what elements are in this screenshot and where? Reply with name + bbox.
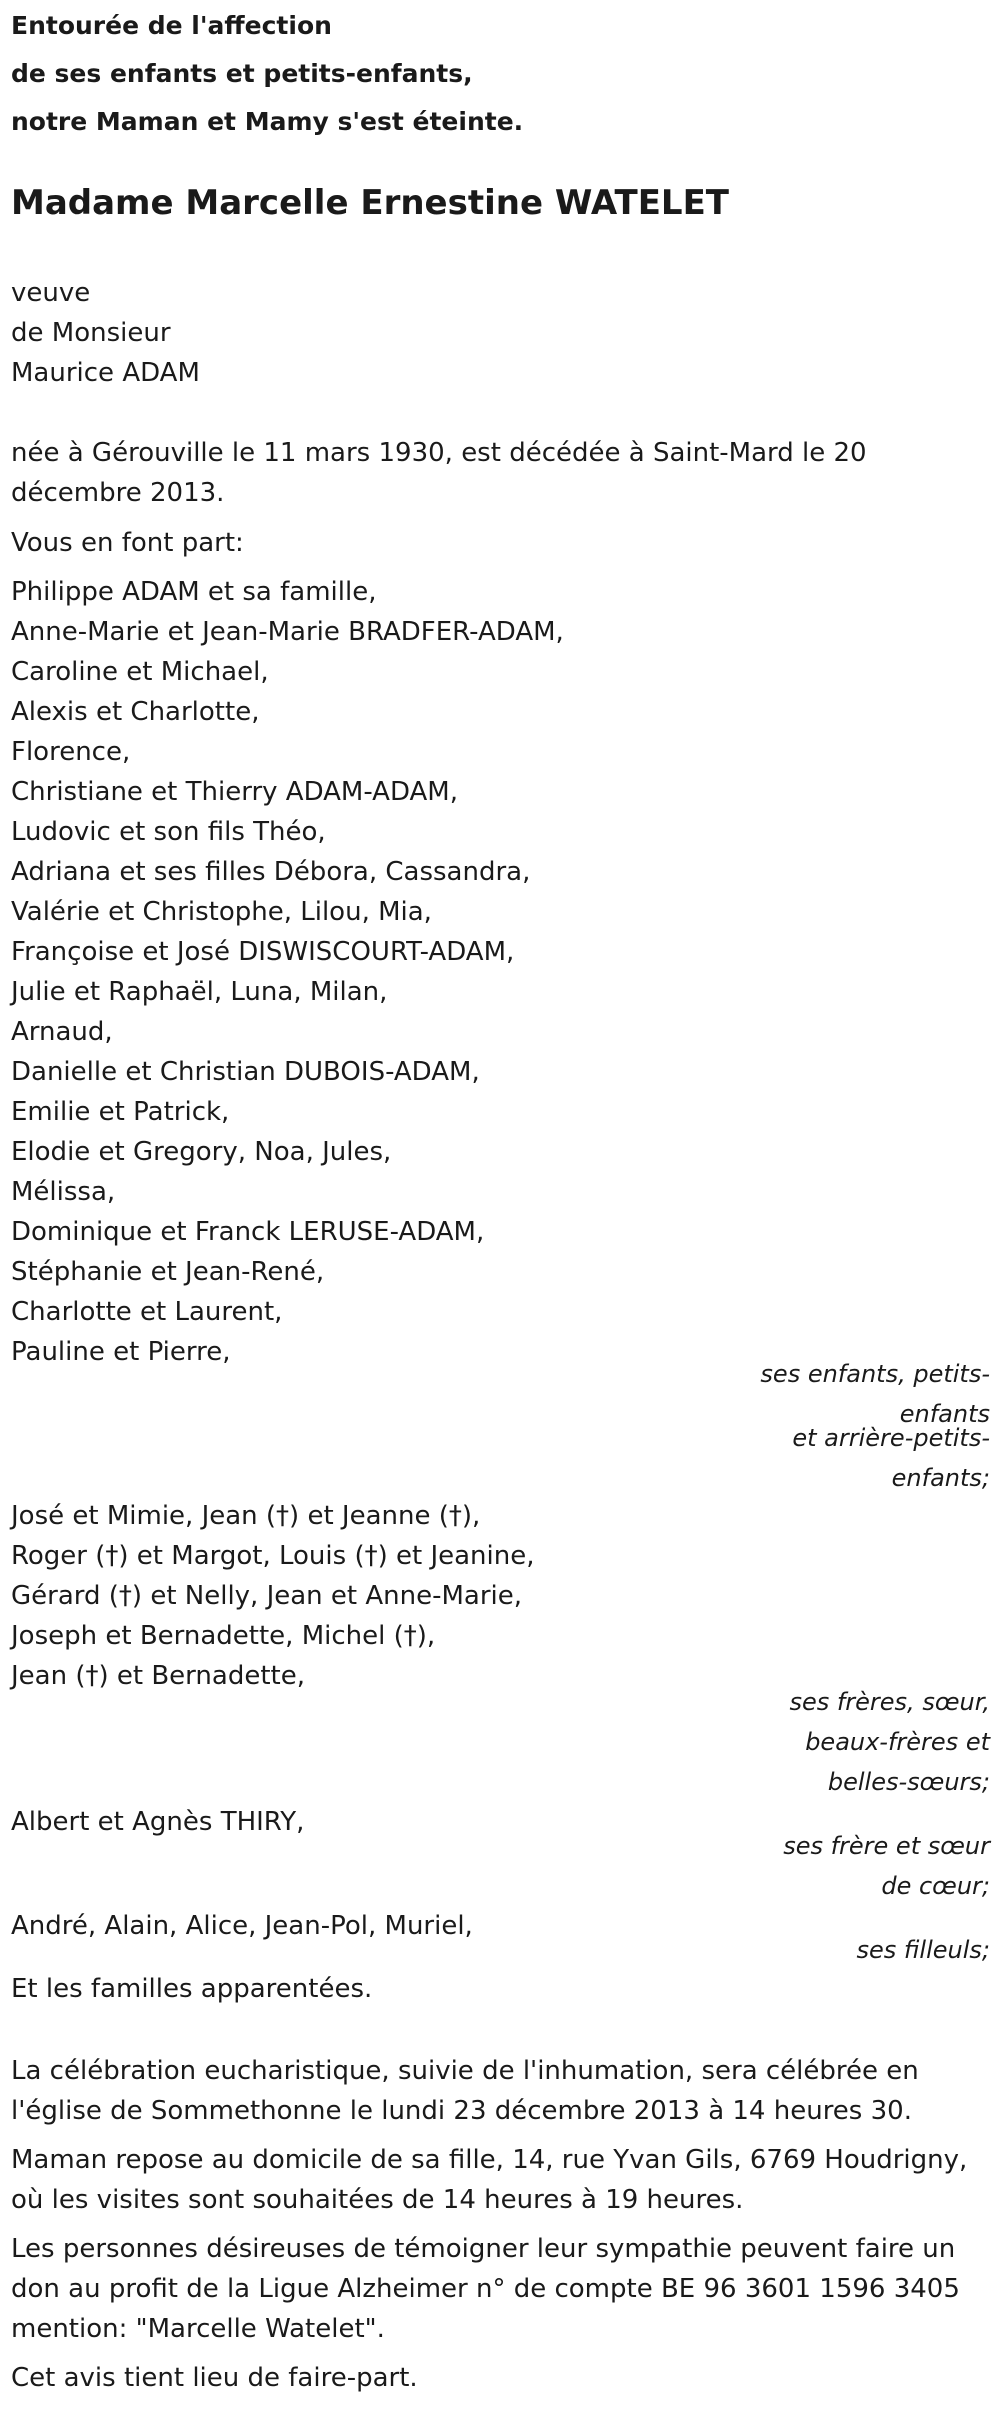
closing-line: Cet avis tient lieu de faire-part. <box>11 2363 418 2393</box>
family-member-line: Valérie et Christophe, Lilou, Mia, <box>11 897 432 927</box>
spouse-line: Maurice ADAM <box>11 358 200 388</box>
godchildren-line: André, Alain, Alice, Jean-Pol, Muriel, <box>11 1911 473 1941</box>
deceased-name: Madame Marcelle Ernestine WATELET <box>11 183 730 223</box>
family-member-line: Dominique et Franck LERUSE-ADAM, <box>11 1217 485 1247</box>
birth-death-line: née à Gérouville le 11 mars 1930, est décédée à Saint-Mard le 20 <box>11 438 867 468</box>
intro-line: de ses enfants et petits-enfants, <box>11 59 473 88</box>
family-member-line: Ludovic et son fils Théo, <box>11 817 326 847</box>
relation-label: beaux-frères et <box>805 1728 990 1756</box>
relation-label: ses frère et sœur <box>783 1832 990 1860</box>
family-member-line: Philippe ADAM et sa famille, <box>11 577 377 607</box>
family-member-line: Emilie et Patrick, <box>11 1097 230 1127</box>
announce-line: Vous en font part: <box>11 528 244 558</box>
family-member-line: Alexis et Charlotte, <box>11 697 260 727</box>
intro-line: Entourée de l'affection <box>11 11 332 40</box>
relation-label: ses enfants, petits- <box>760 1360 990 1388</box>
family-member-line: Julie et Raphaël, Luna, Milan, <box>11 977 388 1007</box>
relation-label: belles-sœurs; <box>827 1768 990 1796</box>
family-member-line: Danielle et Christian DUBOIS-ADAM, <box>11 1057 480 1087</box>
relation-label: et arrière-petits- <box>792 1424 990 1452</box>
birth-death-line: décembre 2013. <box>11 478 225 508</box>
relation-label: enfants; <box>891 1464 990 1492</box>
family-member-line: Christiane et Thierry ADAM-ADAM, <box>11 777 459 807</box>
visits-line: où les visites sont souhaitées de 14 heures à 19 heures. <box>11 2185 744 2215</box>
visits-line: Maman repose au domicile de sa fille, 14, rue Yvan Gils, 6769 Houdrigny, <box>11 2145 968 2175</box>
heart-sibling-line: Albert et Agnès THIRY, <box>11 1807 305 1837</box>
family-member-line: Pauline et Pierre, <box>11 1337 231 1367</box>
family-member-line: Charlotte et Laurent, <box>11 1297 283 1327</box>
family-member-line: Caroline et Michael, <box>11 657 269 687</box>
relation-label: ses filleuls; <box>856 1936 990 1964</box>
relation-label: de cœur; <box>881 1872 990 1900</box>
donation-line: don au profit de la Ligue Alzheimer n° de compte BE 96 3601 1596 3405 <box>11 2274 960 2304</box>
spouse-line: de Monsieur <box>11 318 171 348</box>
spouse-line: veuve <box>11 278 91 308</box>
family-member-line: Anne-Marie et Jean-Marie BRADFER-ADAM, <box>11 617 564 647</box>
sibling-line: Jean (†) et Bernadette, <box>11 1661 305 1691</box>
relation-label: ses frères, sœur, <box>789 1688 990 1716</box>
sibling-line: Roger (†) et Margot, Louis (†) et Jeanine, <box>11 1541 535 1571</box>
family-member-line: Elodie et Gregory, Noa, Jules, <box>11 1137 392 1167</box>
donation-line: mention: "Marcelle Watelet". <box>11 2314 385 2344</box>
sibling-line: Gérard (†) et Nelly, Jean et Anne-Marie, <box>11 1581 523 1611</box>
relation-label: enfants <box>899 1400 990 1428</box>
ceremony-line: La célébration eucharistique, suivie de l'inhumation, sera célébrée en <box>11 2056 919 2086</box>
family-member-line: Adriana et ses filles Débora, Cassandra, <box>11 857 531 887</box>
intro-line: notre Maman et Mamy s'est éteinte. <box>11 107 524 136</box>
family-member-line: Florence, <box>11 737 131 767</box>
sibling-line: Joseph et Bernadette, Michel (†), <box>11 1621 436 1651</box>
ceremony-line: l'église de Sommethonne le lundi 23 décembre 2013 à 14 heures 30. <box>11 2096 912 2126</box>
family-member-line: Mélissa, <box>11 1177 116 1207</box>
families-line: Et les familles apparentées. <box>11 1974 373 2004</box>
family-member-line: Stéphanie et Jean-René, <box>11 1257 325 1287</box>
family-member-line: Arnaud, <box>11 1017 113 1047</box>
family-member-line: Françoise et José DISWISCOURT-ADAM, <box>11 937 515 967</box>
sibling-line: José et Mimie, Jean (†) et Jeanne (†), <box>11 1501 481 1531</box>
donation-line: Les personnes désireuses de témoigner leur sympathie peuvent faire un <box>11 2234 956 2264</box>
